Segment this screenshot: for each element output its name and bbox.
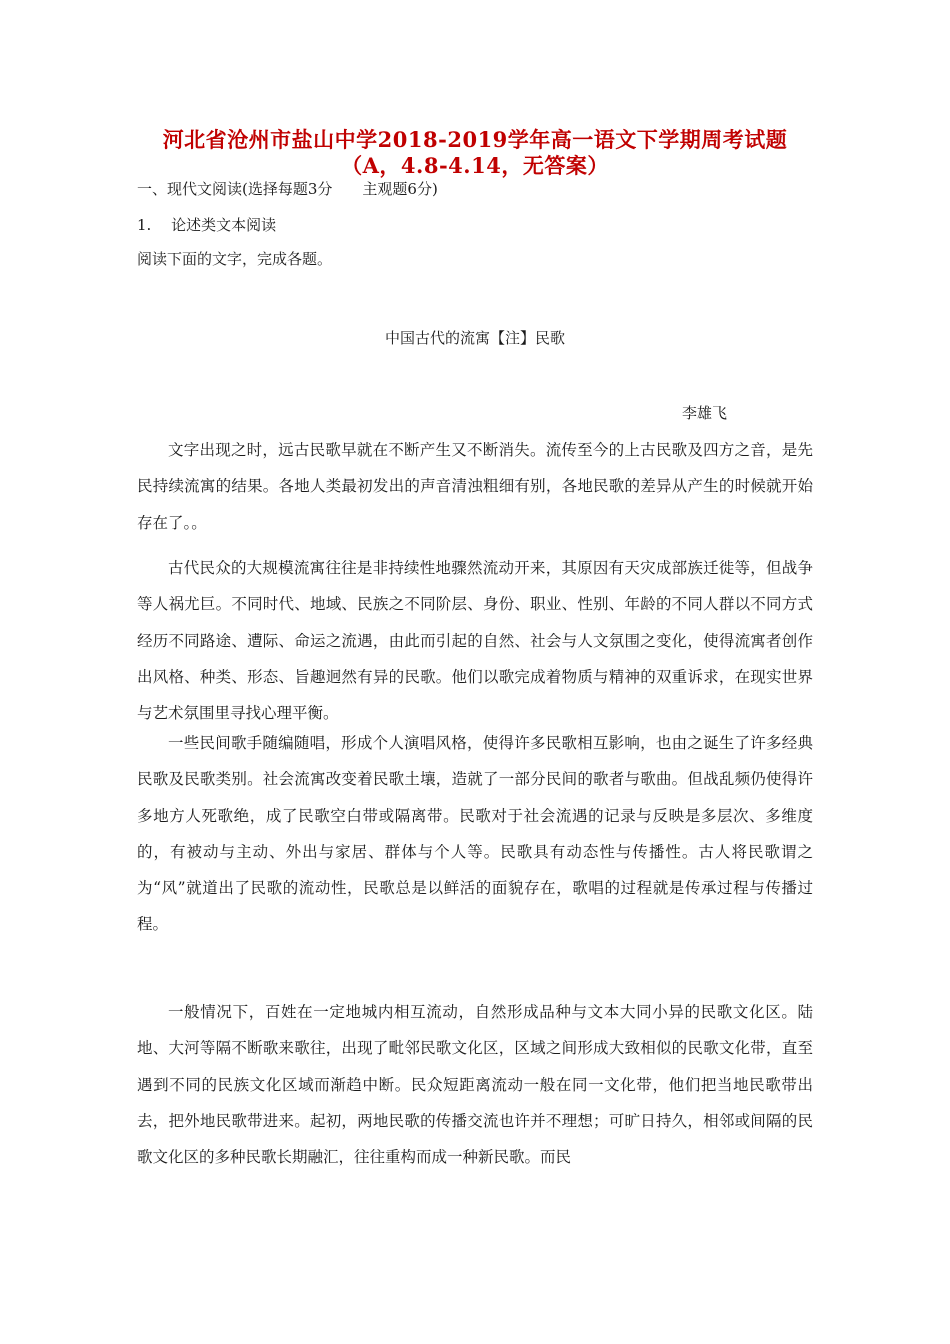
article-paragraph-3: 一些民间歌手随编随唱，形成个人演唱风格，使得许多民歌相互影响，也由之诞生了许多经典民歌及民歌类别。社会流寓改变着民歌土壤，造就了一部分民间的歌者与歌曲。但战乱频仍使得许多地方人死歌绝，成了民歌空白带或隔离带。民歌对于社会流遇的记录与反映是多层次、多维度的，有被动与主动、外出与家居、群体与个人等。民歌具有动态性与传播性。古人将民歌谓之为“风”就道出了民歌的流动性，民歌总是以鲜活的面貌存在，歌唱的过程就是传承过程与传播过程。 [137,734,813,934]
instruction-text: 阅读下面的文字，完成各题。 [137,250,333,268]
document-title-line2: （A，4.8-4.14，无答案） [341,153,609,178]
document-title-line1: 河北省沧州市盐山中学2018-2019学年高一语文下学期周考试题 [162,127,788,152]
article-title: 中国古代的流寓【注】民歌 [384,329,565,347]
article-paragraph-4: 一般情况下，百姓在一定地城内相互流动，自然形成品种与文本大同小异的民歌文化区。陆地、大河等隔不断歌来歌往，出现了毗邻民歌文化区，区域之间形成大致相似的民歌文化带，直至遇到不同的民族文化区域而渐趋中断。民众短距离流动一般在同一文化带，他们把当地民歌带出去，把外地民歌带进来。起初，两地民歌的传播交流也许并不理想；可旷日持久，相邻或间隔的民歌文化区的多种民歌长期融汇，往往重构而成一种新民歌。而民 [137,1003,813,1167]
article-paragraph-2: 古代民众的大规模流寓往往是非持续性地骤然流动开来，其原因有天灾成部族迁徙等，但战争等人祸尤巨。不同时代、地域、民族之不同阶层、身份、职业、性别、年龄的不同人群以不同方式经历不同路途、遭际、命运之流遇，由此而引起的自然、社会与人文氛围之变化，使得流寓者创作出风格、种类、形态、旨趣迥然有异的民歌。他们以歌完成着物质与精神的双重诉求，在现实世界与艺术氛围里寻找心理平衡。 [137,559,813,723]
section-heading: 一、现代文阅读(选择每题3分 主观题6分) [137,180,438,198]
article-paragraph-1: 文字出现之时，远古民歌早就在不断产生又不断消失。流传至今的上古民歌及四方之音，是先民持续流寓的结果。各地人类最初发出的声音清浊粗细有别，各地民歌的差异从产生的时候就开始存在了。。 [137,441,813,532]
article-author: 李雄飞 [682,404,728,422]
subsection-heading: 1. 论述类文本阅读 [137,216,277,234]
